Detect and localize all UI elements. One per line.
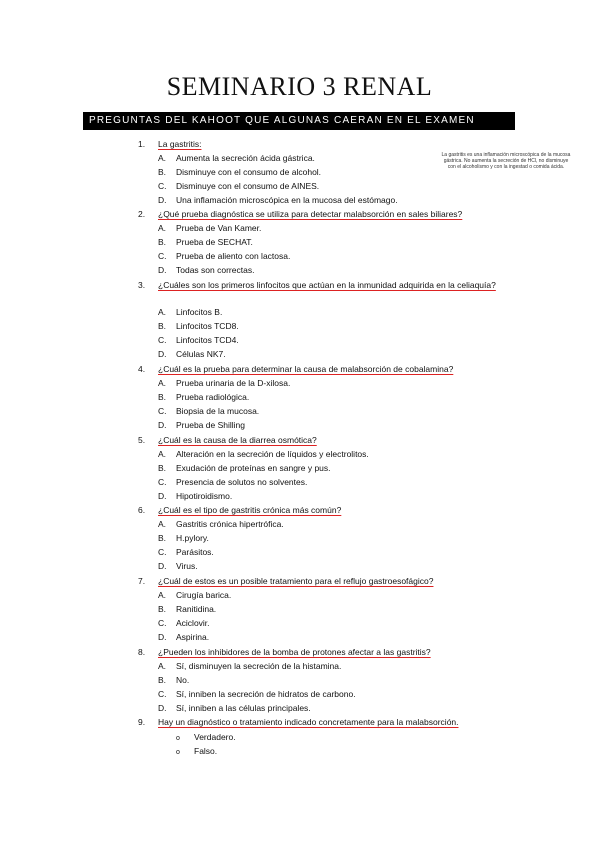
option-8c (158, 689, 356, 699)
option-text: Virus. (176, 561, 198, 571)
option-letter: C. (158, 181, 167, 191)
option-letter: C. (158, 689, 167, 699)
option-text: No. (176, 675, 190, 685)
option-text: Prueba radiológica. (176, 392, 250, 402)
option-letter: A. (158, 661, 167, 671)
question-number: 4. (138, 364, 146, 374)
option-letter: D. (158, 265, 167, 275)
option-4d (158, 420, 245, 430)
option-5b (158, 463, 331, 473)
option-text: Linfocitos TCD4. (176, 335, 239, 345)
option-letter: A. (158, 449, 167, 459)
option-2b (158, 237, 253, 247)
option-text: Sí, inniben la secreción de hidratos de carbono. (176, 689, 356, 699)
option-letter: A. (158, 590, 167, 600)
option-2d (158, 265, 254, 275)
option-2c (158, 251, 290, 261)
option-text: Una inflamación microscópica en la mucosa del estómago. (176, 195, 398, 205)
question-7 (138, 576, 433, 586)
question-text: ¿Cuál es el tipo de gastritis crónica más común? (158, 505, 342, 515)
option-1b (158, 167, 321, 177)
option-6c (158, 547, 214, 557)
option-7c (158, 618, 210, 628)
question-5 (138, 435, 317, 445)
option-letter: D. (158, 195, 167, 205)
option-letter: C. (158, 406, 167, 416)
margin-comment: La gastritis es una inflamación microscópica de la mucosa gástrica. No aumenta la secreción de HCl, no disminuye con el alcoholismo y con la ingestad o comida ácida. (441, 152, 571, 170)
option-7d (158, 632, 209, 642)
option-text: Linfocitos TCD8. (176, 321, 239, 331)
option-letter: D. (158, 491, 167, 501)
option-text: Prueba de Van Kamer. (176, 223, 262, 233)
page-title: SEMINARIO 3 RENAL (166, 72, 433, 101)
question-number: 6. (138, 505, 146, 515)
option-text: Sí, disminuyen la secreción de la histamina. (176, 661, 342, 671)
question-2 (138, 209, 462, 219)
option-7b (158, 604, 216, 614)
question-number: 8. (138, 647, 146, 657)
option-text: Aspirina. (176, 632, 210, 642)
option-text: Todas son correctas. (176, 265, 255, 275)
option-text: Exudación de proteínas en sangre y pus. (176, 463, 331, 473)
option-1c (158, 181, 319, 191)
option-5a (158, 449, 369, 459)
option-9-false (176, 746, 217, 756)
option-2a (158, 223, 261, 233)
option-6d (158, 561, 198, 571)
option-text: Biopsia de la mucosa. (176, 406, 260, 416)
option-text: H.pylory. (176, 533, 209, 543)
option-text: Aciclovir. (176, 618, 210, 628)
question-number: 7. (138, 576, 146, 586)
question-number: 1. (138, 139, 146, 149)
option-4c (158, 406, 259, 416)
bullet-icon: o (176, 749, 180, 756)
option-letter: B. (158, 321, 167, 331)
option-letter: D. (158, 349, 167, 359)
option-3c (158, 335, 239, 345)
question-4 (138, 364, 453, 374)
option-1a (158, 153, 315, 163)
option-8a (158, 661, 341, 671)
option-6b (158, 533, 209, 543)
option-text: Prueba de aliento con lactosa. (176, 251, 291, 261)
option-9-true (176, 732, 236, 742)
option-6a (158, 519, 284, 529)
option-letter: B. (158, 675, 167, 685)
option-letter: D. (158, 561, 167, 571)
option-text: Parásitos. (176, 547, 214, 557)
question-6 (138, 505, 341, 515)
question-3 (138, 279, 513, 292)
option-text: Gastritis crónica hipertrófica. (176, 519, 284, 529)
option-3b (158, 321, 239, 331)
option-letter: B. (158, 463, 167, 473)
option-letter: D. (158, 632, 167, 642)
option-letter: A. (158, 153, 167, 163)
option-letter: D. (158, 703, 167, 713)
option-letter: B. (158, 237, 167, 247)
option-5c (158, 477, 307, 487)
option-letter: C. (158, 477, 167, 487)
question-text: ¿Cuál es la prueba para determinar la causa de malabsorción de cobalamina? (158, 364, 454, 374)
option-letter: A. (158, 519, 167, 529)
question-8 (138, 647, 431, 657)
option-text: Ranitidina. (176, 604, 217, 614)
question-text: La gastritis: (158, 139, 202, 149)
option-7a (158, 590, 231, 600)
option-letter: A. (158, 223, 167, 233)
option-text: Falso. (194, 746, 218, 756)
question-number: 9. (138, 717, 146, 727)
question-number: 5. (138, 435, 146, 445)
option-letter: C. (158, 618, 167, 628)
question-9 (138, 717, 459, 727)
option-4a (158, 378, 290, 388)
option-letter: B. (158, 392, 167, 402)
option-letter: B. (158, 604, 167, 614)
question-text: ¿Pueden los inhibidores de la bomba de protones afectar a las gastritis? (158, 647, 431, 657)
option-5d (158, 491, 232, 501)
option-text: Presencia de solutos no solventes. (176, 477, 308, 487)
option-text: Disminuye con el consumo de alcohol. (176, 167, 322, 177)
option-letter: D. (158, 420, 167, 430)
option-letter: A. (158, 378, 167, 388)
option-letter: C. (158, 335, 167, 345)
question-number: 2. (138, 209, 146, 219)
option-text: Hipotiroidismo. (176, 491, 233, 501)
option-3d (158, 349, 226, 359)
option-text: Disminuye con el consumo de AINES. (176, 181, 320, 191)
question-text: ¿Qué prueba diagnóstica se utiliza para detectar malabsorción en sales biliares? (158, 209, 463, 219)
question-text: ¿Cuál es la causa de la diarrea osmótica? (158, 435, 317, 445)
option-8b (158, 675, 189, 685)
option-text: Aumenta la secreción ácida gástrica. (176, 153, 315, 163)
option-text: Prueba urinaria de la D-xilosa. (176, 378, 291, 388)
option-letter: B. (158, 167, 167, 177)
option-text: Linfocitos B. (176, 307, 223, 317)
bullet-icon: o (176, 735, 180, 742)
option-letter: A. (158, 307, 167, 317)
option-letter: B. (158, 533, 167, 543)
option-text: Células NK7. (176, 349, 226, 359)
option-text: Prueba de SECHAT. (176, 237, 253, 247)
question-1 (138, 139, 201, 149)
option-text: Verdadero. (194, 732, 236, 742)
option-text: Cirugía barica. (176, 590, 232, 600)
option-3a (158, 307, 222, 317)
question-text: ¿Cuáles son los primeros linfocitos que actúan en la inmunidad adquirida en la celiaquía? (158, 280, 496, 290)
question-text: ¿Cuál de estos es un posible tratamiento para el reflujo gastroesofágico? (158, 576, 434, 586)
option-text: Alteración en la secreción de líquidos y electrolitos. (176, 449, 369, 459)
option-letter: C. (158, 251, 167, 261)
option-text: Sí, inniben a las células principales. (176, 703, 311, 713)
question-text: Hay un diagnóstico o tratamiento indicado concretamente para la malabsorción. (158, 717, 459, 727)
question-number: 3. (138, 280, 146, 290)
option-text: Prueba de Shilling (176, 420, 245, 430)
section-banner: PREGUNTAS DEL KAHOOT QUE ALGUNAS CAERAN EN EL EXAMEN (83, 112, 515, 130)
option-8d (158, 703, 311, 713)
option-4b (158, 392, 249, 402)
option-letter: C. (158, 547, 167, 557)
option-1d (158, 195, 398, 205)
